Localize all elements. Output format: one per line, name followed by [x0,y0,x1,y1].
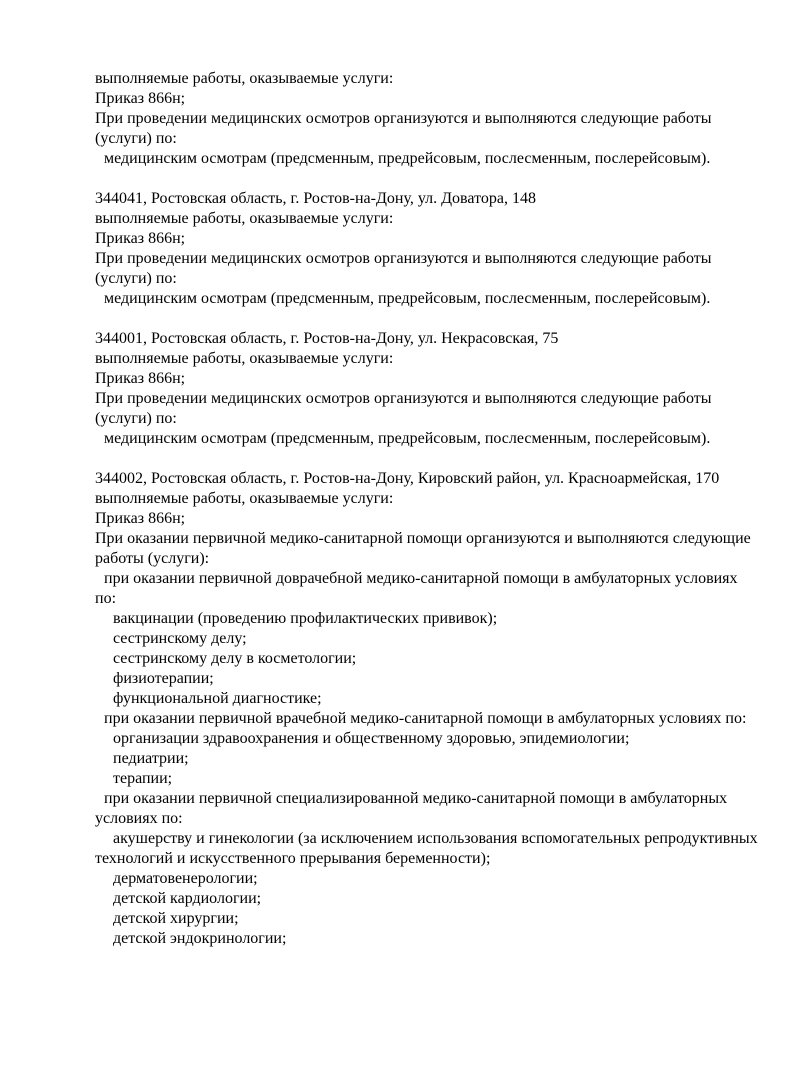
document-line: выполняемые работы, оказываемые услуги: [95,70,394,87]
document-line: При проведении медицинских осмотров организуются и выполняются следующие работы [95,390,712,407]
document-line: Приказ 866н; [95,90,186,107]
document-line: медицинским осмотрам (предсменным, предрейсовым, послесменным, послерейсовым). [104,430,711,447]
document-line: детской эндокринологии; [113,930,287,947]
document-line: медицинским осмотрам (предсменным, предрейсовым, послесменным, послерейсовым). [104,150,711,167]
document-line: При проведении медицинских осмотров организуются и выполняются следующие работы [95,250,712,267]
document-line: сестринскому делу; [113,630,247,647]
document-line: условиях по: [95,810,183,827]
document-line: технологий и искусственного прерывания беременности); [95,850,491,867]
document-line: При оказании первичной медико-санитарной помощи организуются и выполняются следующие [95,530,751,547]
document-line: при оказании первичной врачебной медико-санитарной помощи в амбулаторных условиях по: [104,710,747,727]
document-line: детской кардиологии; [113,890,262,907]
license-section [95,69,772,169]
document-line: медицинским осмотрам (предсменным, предрейсовым, послесменным, послерейсовым). [104,290,711,307]
license-section [95,469,772,949]
document-line: выполняемые работы, оказываемые услуги: [95,210,394,227]
address-line: 344041, Ростовская область, г. Ростов-на-Дону, ул. Доватора, 148 [95,190,536,207]
document-line: сестринскому делу в косметологии; [113,650,357,667]
license-section [95,329,772,449]
document-line: детской хирургии; [113,910,239,927]
document-line: выполняемые работы, оказываемые услуги: [95,350,394,367]
document-line: Приказ 866н; [95,510,186,527]
document-text [95,69,772,949]
document-line: при оказании первичной доврачебной медико-санитарной помощи в амбулаторных условиях [104,570,738,587]
document-line: акушерству и гинекологии (за исключением использования вспомогательных репродуктивных [113,830,758,847]
document-line: организации здравоохранения и общественному здоровью, эпидемиологии; [113,730,630,747]
address-line: 344001, Ростовская область, г. Ростов-на-Дону, ул. Некрасовская, 75 [95,330,559,347]
document-line: Приказ 866н; [95,370,186,387]
document-line: (услуги) по: [95,410,177,427]
document-line: При проведении медицинских осмотров организуются и выполняются следующие работы [95,110,712,127]
document-line: (услуги) по: [95,130,177,147]
document-line: дерматовенерологии; [113,870,258,887]
document-line: функциональной диагностике; [113,690,322,707]
document-line: педиатрии; [113,750,189,767]
document-line: физиотерапии; [113,670,214,687]
document-line: (услуги) по: [95,270,177,287]
document-line: вакцинации (проведению профилактических прививок); [113,610,498,627]
document-line: по: [95,590,117,607]
document-line: терапии; [113,770,173,787]
document-line: Приказ 866н; [95,230,186,247]
document-line: при оказании первичной специализированной медико-санитарной помощи в амбулаторных [104,790,728,807]
document-line: выполняемые работы, оказываемые услуги: [95,490,394,507]
license-section [95,189,772,309]
document-line: работы (услуги): [95,550,210,567]
address-line: 344002, Ростовская область, г. Ростов-на-Дону, Кировский район, ул. Красноармейская, 170 [95,470,720,487]
